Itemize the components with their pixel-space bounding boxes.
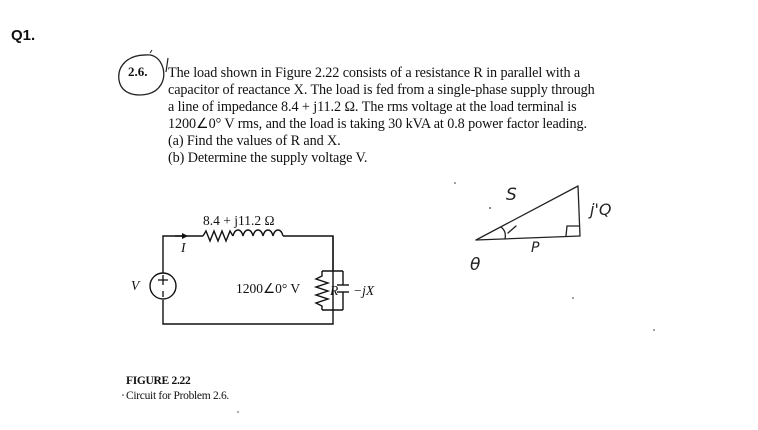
annotation-theta: θ	[470, 255, 481, 275]
current-label: I	[181, 240, 186, 255]
load-voltage-label: 1200∠0° V	[236, 281, 301, 296]
problem-line-1: The load shown in Figure 2.22 consists of a resistance R in parallel with a	[168, 65, 581, 81]
line-impedance-label: 8.4 + j11.2 Ω	[203, 213, 275, 228]
problem-line-5: (a) Find the values of R and X.	[168, 133, 341, 149]
problem-line-2: capacitor of reactance X. The load is fed from a single-phase supply through	[168, 82, 595, 98]
figure-caption-title: FIGURE 2.22	[126, 375, 191, 387]
problem-line-3: a line of impedance 8.4 + j11.2 Ω. The rms voltage at the load terminal is	[168, 99, 577, 115]
question-label: Q1.	[11, 27, 36, 44]
problem-number: 2.6.	[128, 64, 148, 79]
capacitor-label: −jX	[353, 283, 375, 298]
annotation-S: S	[506, 185, 517, 205]
figure-caption-text: Circuit for Problem 2.6.	[126, 390, 229, 402]
problem-line-4: 1200∠0° V rms, and the load is taking 30 kVA at 0.8 power factor leading.	[168, 116, 587, 132]
problem-line-6: (b) Determine the supply voltage V.	[168, 150, 368, 166]
resistor-label: R	[330, 283, 339, 298]
annotation-jQ: j'Q	[590, 200, 612, 219]
annotation-P: P	[531, 240, 540, 256]
source-label: V	[131, 278, 140, 293]
